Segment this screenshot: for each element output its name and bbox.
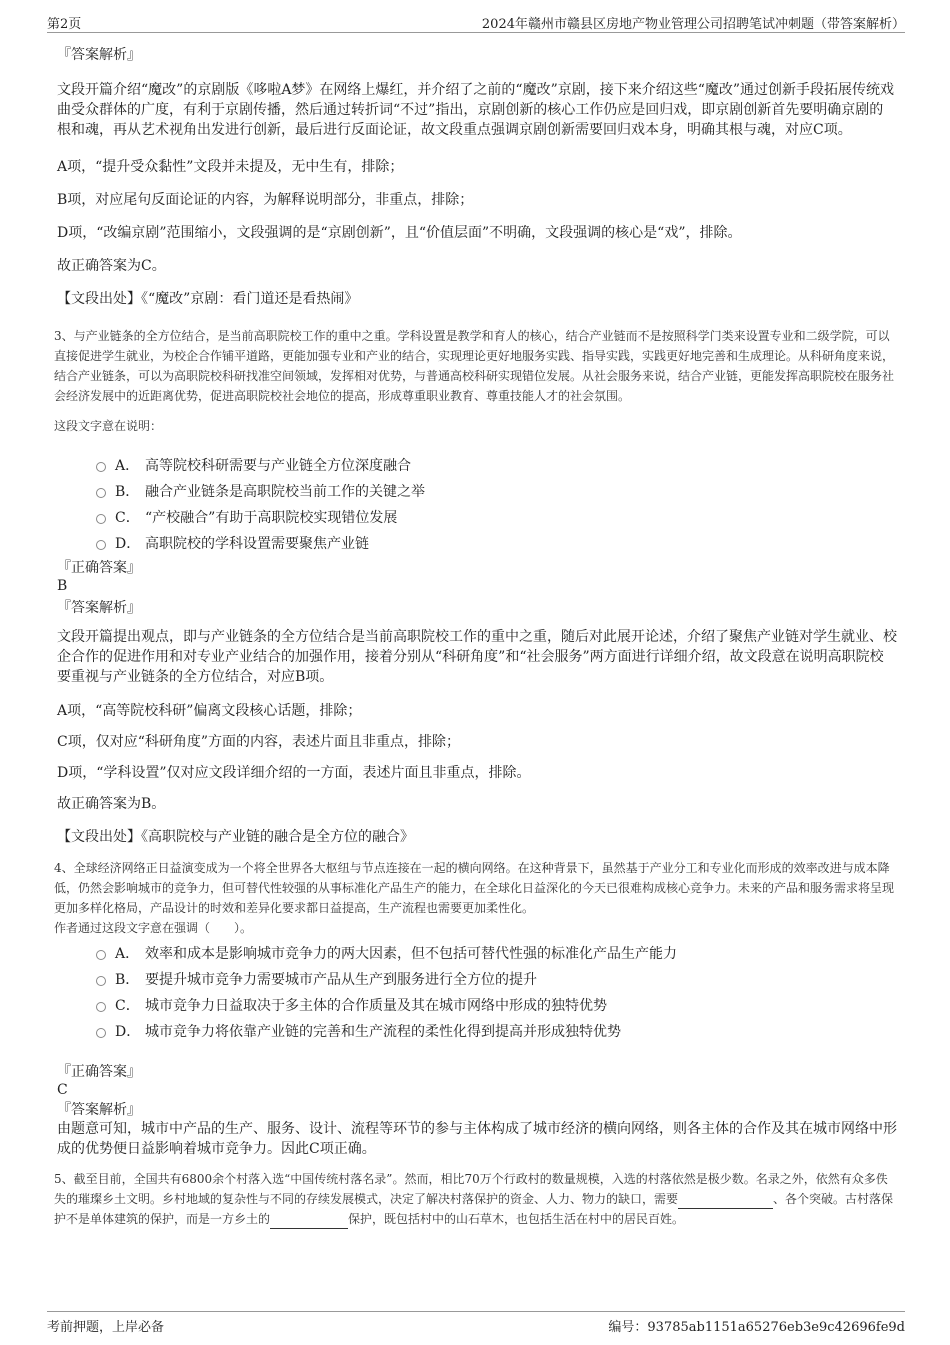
q4-answer: C [57,1082,68,1098]
analysis-tag: 『答案解析』 [57,47,141,63]
q4-option-d[interactable]: D． 城市竞争力将依靠产业链的完善和生产流程的柔性化得到提高并形成独特优势 [57,1019,897,1045]
document-title: 2024年赣州市赣县区房地产物业管理公司招聘笔试冲刺题（带答案解析） [481,17,905,32]
footer-slogan: 考前押题，上岸必备 [47,1320,165,1335]
q2-source: 【文段出处】《“魔改”京剧：看门道还是看热闹》 [57,291,359,307]
analysis-tag: 『答案解析』 [57,600,141,616]
q3-stem: 3、与产业链条的全方位结合，是当前高职院校工作的重中之重。学科设置是教学和育人的核心，结合产业链而不是按照科学门类来设置专业和二级学院，可以直接促进学生就业，为校企合作铺平道路，更能加强专业和产业的结合，实现理论更好地服务实践、指导实践，实践更好地完善和生成理论。从科研角度来说，结合产业链条，可以为高职院校科研找准空间领域，发挥相对优势，与普通高校科研实现错位发展。从社会服务来说，结合产业链，更能发挥高职院校在服务社会经济发展中的近距离优势，促进高职院校社会地位的提高，形成尊重职业教育、尊重技能人才的社会氛围。 [54,329,895,403]
correct-answer-tag: 『正确答案』 [57,560,141,576]
q3-prompt: 这段文字意在说明： [54,419,163,433]
page-number: 第2页 [47,17,82,32]
q2-note-d: D项，“改编京剧”范围缩小，文段强调的是“京剧创新”，且“价值层面”不明确，文段强调的核心是“戏”，排除。 [57,225,742,241]
q4-option-c[interactable]: C． 城市竞争力日益取决于多主体的合作质量及其在城市网络中形成的独特优势 [57,993,897,1019]
fill-blank-2[interactable] [270,1214,348,1229]
q4-analysis: 由题意可知，城市中产品的生产、服务、设计、流程等环节的参与主体构成了城市经济的横向网络，则各主体的合作及其在城市网络中形成的优势便日益影响着城市竞争力。因此C项正确。 [57,1121,897,1157]
fill-blank-1[interactable] [678,1194,773,1209]
q3-note-c: C项，仅对应“科研角度”方面的内容，表述片面且非重点，排除； [57,734,461,750]
q4-stem: 4、全球经济网络正日益演变成为一个将全世界各大枢纽与节点连接在一起的横向网络。在这种背景下，虽然基于产业分工和专业化而形成的效率改进与成本降低，仍然会影响城市的竞争力，但可替代性较强的从事标准化产品生产的能力，在全球化日益深化的今天已很难构成核心竞争力。未来的产品和服务需求将呈现更加多样化格局，产品设计的时效和差异化要求都日益提高，生产流程也需要更加柔性化。 [54,861,895,915]
q5-stem: 5、截至目前，全国共有6800余个村落入选“中国传统村落名录”。然而，相比70万个行政村的数量规模，入选的村落依然是极少数。名录之外，依然有众多佚失的璀璨乡土文明。乡村地域的复杂性与不同的存续发展模式，决定了解决村落保护的资金、人力、物力的缺口，需要 、各个突破。古村落保护不是单体建筑的保护，而是一方乡土的 保护，既包括村中的山石草木，也包括生活在村中的居民百姓。 [54,1169,897,1229]
correct-answer-tag: 『正确答案』 [57,1064,141,1080]
radio-icon[interactable] [96,976,106,986]
q4-prompt: 作者通过这段文字意在强调（ ）。 [54,921,253,935]
q3-note-d: D项，“学科设置”仅对应文段详细介绍的一方面，表述片面且非重点，排除。 [57,765,531,781]
q2-note-a: A项，“提升受众黏性”文段并未提及，无中生有，排除； [57,159,404,175]
q3-option-a[interactable]: A． 高等院校科研需要与产业链全方位深度融合 [57,453,897,479]
q3-option-d[interactable]: D． 高职院校的学科设置需要聚焦产业链 [57,531,897,557]
q3-conclusion: 故正确答案为B。 [57,796,166,812]
radio-icon[interactable] [96,1002,106,1012]
q3-answer: B [57,578,68,594]
page-header [47,10,905,33]
q2-note-b: B项，对应尾句反面论证的内容，为解释说明部分，非重点，排除； [57,192,474,208]
radio-icon[interactable] [96,514,106,524]
q4-option-a[interactable]: A． 效率和成本是影响城市竞争力的两大因素，但不包括可替代性强的标准化产品生产能力 [57,941,897,967]
q3-note-a: A项，“高等院校科研”偏离文段核心话题，排除； [57,703,362,719]
radio-icon[interactable] [96,488,106,498]
radio-icon[interactable] [96,950,106,960]
analysis-tag: 『答案解析』 [57,1102,141,1118]
q3-analysis: 文段开篇提出观点，即与产业链条的全方位结合是当前高职院校工作的重中之重，随后对此展开论述，介绍了聚焦产业链对学生就业、校企合作的促进作用和对专业产业结合的加强作用，接着分别从“科研角度”和“社会服务”两方面进行详细介绍，故文段意在说明高职院校要重视与产业链条的全方位结合，对应B项。 [57,629,897,685]
q4-option-b[interactable]: B． 要提升城市竞争力需要城市产品从生产到服务进行全方位的提升 [57,967,897,993]
q3-option-c[interactable]: C． “产校融合”有助于高职院校实现错位发展 [57,505,897,531]
document-code: 编号：93785ab1151a65276eb3e9c42696fe9d [608,1320,905,1335]
radio-icon[interactable] [96,1028,106,1038]
document-body [54,40,897,1229]
q3-options [57,453,897,557]
q3-option-b[interactable]: B． 融合产业链条是高职院校当前工作的关键之举 [57,479,897,505]
radio-icon[interactable] [96,540,106,550]
radio-icon[interactable] [96,462,106,472]
q2-conclusion: 故正确答案为C。 [57,258,166,274]
page-footer [47,1311,905,1336]
q2-analysis: 文段开篇介绍“魔改”的京剧版《哆啦A梦》在网络上爆红，并介绍了之前的“魔改”京剧，接下来介绍这些“魔改”通过创新手段拓展传统戏曲受众群体的广度，有利于京剧传播，然后通过转折词“不过”指出，京剧创新的核心工作仍应是回归戏，即京剧创新首先要明确京剧的根和魂，再从艺术视角出发进行创新，最后进行反面论证，故文段重点强调京剧创新需要回归戏本身，明确其根与魂，对应C项。 [57,82,895,138]
q3-source: 【文段出处】《高职院校与产业链的融合是全方位的融合》 [57,829,414,845]
q4-options [57,941,897,1045]
